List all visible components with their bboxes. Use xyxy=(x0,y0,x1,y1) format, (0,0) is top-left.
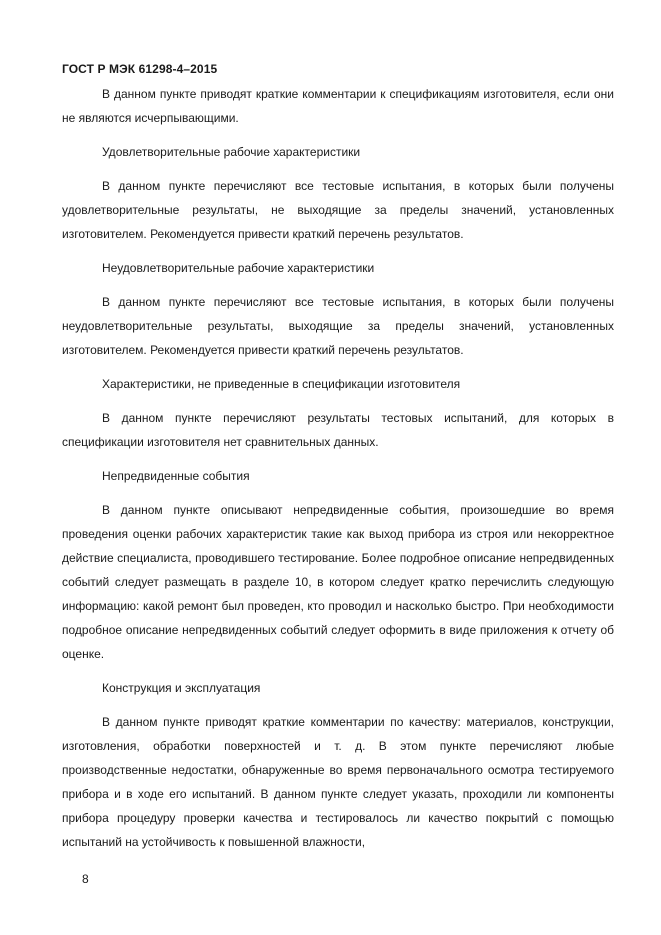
paragraph-unsatisfactory: В данном пункте перечисляют все тестовые испытания, в которых были получены неудовлетворительные результаты, выходящие за пределы значений, установленных изготовителем. Рекомендуется привести краткий перечень результатов. xyxy=(62,295,614,357)
paragraph-satisfactory: В данном пункте перечисляют все тестовые испытания, в которых были получены удовлетворительные результаты, не выходящие за пределы значений, установленных изготовителем. Рекомендуется привести краткий перечень результатов. xyxy=(62,179,614,241)
heading-satisfactory: Удовлетворительные рабочие характеристики xyxy=(102,145,361,159)
document-body xyxy=(62,82,614,854)
heading-construction: Конструкция и эксплуатация xyxy=(102,681,261,695)
heading-not-in-spec: Характеристики, не приведенные в спецификации изготовителя xyxy=(102,377,461,391)
page-number: 8 xyxy=(82,872,89,886)
heading-unsatisfactory: Неудовлетворительные рабочие характеристики xyxy=(102,261,375,275)
paragraph-manufacturer-specs: В данном пункте приводят краткие комментарии к спецификациям изготовителя, если они не являются исчерпывающими. xyxy=(62,87,614,125)
paragraph-unexpected-events: В данном пункте описывают непредвиденные события, произошедшие во время проведения оценки рабочих характеристик такие как выход прибора из строя или некорректное действие специалиста, проводившего тестирование. Более подробное описание непредвиденных событий следует размещать в разделе 10, в котором следует кратко перечислить следующую информацию: какой ремонт был проведен, кто проводил и насколько быстро. При необходимости подробное описание непредвиденных событий следует оформить в виде приложения к отчету об оценке. xyxy=(62,503,614,661)
paragraph-not-in-spec: В данном пункте перечисляют результаты тестовых испытаний, для которых в спецификации изготовителя нет сравнительных данных. xyxy=(62,411,614,449)
paragraph-construction: В данном пункте приводят краткие комментарии по качеству: материалов, конструкции, изготовления, обработки поверхностей и т. д. В этом пункте перечисляют любые производственные недостатки, обнаруженные во время первоначального осмотра тестируемого прибора и в ходе его испытаний. В данном пункте следует указать, проходили ли компоненты прибора процедуру проверки качества и тестировалось ли качество покрытий с помощью испытаний на устойчивость к повышенной влажности, xyxy=(62,715,614,849)
heading-unexpected-events: Непредвиденные события xyxy=(102,469,250,483)
standard-header: ГОСТ Р МЭК 61298-4–2015 xyxy=(62,62,218,76)
